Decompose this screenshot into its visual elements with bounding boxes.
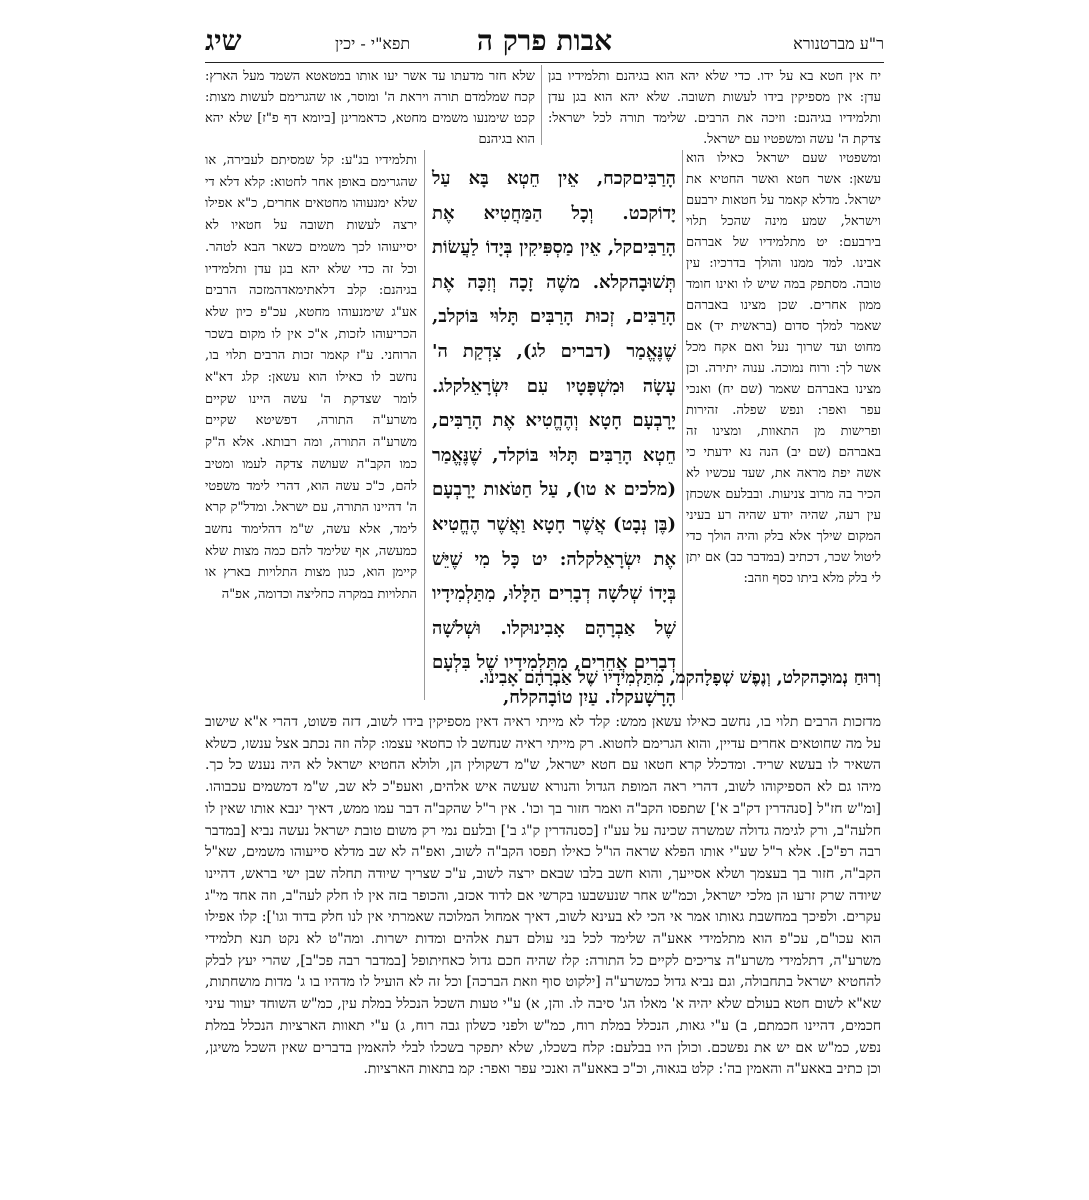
- bartenura-column-text: ומשפטיו שעם ישראל כאילו הוא עשאן: אשר חטא ואשר החטיא את ישראל. מדלא קאמר על חטאות ירבעם וישראל, שמע מינה שהכל תלוי בירבעם: יט מתלמידיו של אברהם אבינו. למד ממנו והולך בדרכיו: עין טובה. מסתפק במה שיש לו ואינו חומד ממון אחרים. שכן מצינו באברהם שאמר למלך סדום (בראשית יד) אם מחוט ועד שרוך נעל ואם אקח מכל אשר לך: ורוח נמוכה. ענוה יתירה. וכן מצינו באברהם שאמר (שם יח) ואנכי עפר ואפר: ונפש שפלה. זהירות ופרישות מן התאוות, ומצינו זה באברהם (שם יב) הנה נא ידעתי כי אשה יפת מראה את, שעד עכשיו לא הכיר בה מרוב צניעות. ובבלעם אשכחן עין רעה, שהיה יודע שהיה רע בעיני המקום שילך אלא בלק והיה הולך כדי ליטול שכר, דכתיב (במדבר כב) אם יתן לי בלק מלא ביתו כסף וזהב:: [686, 151, 881, 586]
- commentator-title: ר"ע מברטנורא: [793, 34, 884, 53]
- page-title: אבות פרק ה: [476, 24, 613, 57]
- tiferet-column-text: ותלמידיו בג"ע: קל שמסיתם לעבירה, או שהגרימם באופן אחר לחטוא: קלא דלא די שלא ימנעוהו מחטאים אחרים, כ"א אפילו ירצה לעשות תשובה על חטאיו לא יסייעוהו לכך משמים כשאר הבא לטהר. וכל זה כדי שלא יהא בגן עדן ותלמידיו בגיהנם: קלב דלאתימאדהמזכה הרבים אע"ג שימנעוהו מחטא, עכ"פ כיון שלא הכריעוהו לזכות, א"כ אין לו מקום בשכר הרוחני. ע"ז קאמר זכות הרבים תלוי בו, נחשב לו כאילו הוא עשאן: קלג דא"א לומר שצדקת ה' עשה היינו שקיים משרע"ה התורה, דפשיטא שקיים משרע"ה התורה, ומה רבותא. אלא ה"ק כמו הקב"ה שעושה צדקה לעמו ומטיב להם, כ"כ עשה הוא, דהרי לימד משפטי ה' דהיינו התורה, עם ישראל. ומדל"ק קרא לימד, אלא עשה, ש"מ דהלימוד נחשב כמעשה, אף שלימד להם כמה מצות שלא קיימן הוא, כגון מצות התלויות בארץ או התלויות במקרה כחליצה וכדומה, אפ"ה: [205, 153, 417, 603]
- bartenura-top-text: יח אין חטא בא על ידו. כדי שלא יהא הוא בגיהנם ותלמידיו בגן עדן: אין מספיקין בידו לעשות תשובה. שלא יהא הוא בגן עדן ותלמידיו בגיהנם: וזיכה את הרבים. שלימד תורה לכל ישראל: צדקת ה' עשה ומשפטיו עם ישראל.: [548, 69, 881, 147]
- page-header: [205, 24, 884, 58]
- bartenura-column: [686, 148, 881, 589]
- page-number: שיג: [205, 24, 242, 57]
- commentary-bottom: [205, 712, 881, 1081]
- column-divider-left: [424, 150, 425, 700]
- mishnah-last-line: וְרוּחַ נְמוּכָהקלט, וְנֶפֶשׁ שְׁפָלָהקמ, מִתַּלְמִידָיו שֶׁל אַבְרָהָם אָבִינוּ.: [478, 668, 881, 688]
- column-divider-right: [682, 150, 683, 700]
- column-divider-top: [541, 65, 542, 145]
- folio-label: תפא"י - יכין: [335, 34, 411, 53]
- header-rule: [205, 62, 884, 63]
- commentary-bottom-text: מדזכות הרבים תלוי בו, נחשב כאילו עשאן ממש: קלד לא מייתי ראיה דאין מספיקין בידו לשוב, דזה פשוט, דהרי א"א שישוב על מה שחוטאים אחרים עדיין, והוא הגרימם לחטוא. רק מייתי ראיה שנחשב לו כחטאי עצמו: קלה וזה נכתב אצל ענשו, כשלא השאיר לו בעשא שריד. ומדכלל קרא חטאו עם חטא ישראל, ש"מ דשקולין הן, ולולא החטיא ישראל לא היה נענש כל כך. מיהו גם לא הספיקוהו לשוב, דהרי ראה המופת הגדול והנורא שעשה איש אלהים, ואעפ"כ לא שב, ש"מ דמשמים עכבוהו. [ומ"ש חז"ל [סנהדרין דק"ב א'] שתפסו הקב"ה ואמר חזור בך וכו'. אין ר"ל שהקב"ה דבר עמו ממש, דאיך ינבא אותו שאין לו חלעה"ב, ורק לגימה גדולה שמשרה שכינה על עע"ז [כסנהדרין ק"ג ב'] ובלעם נמי רק משום טובת ישראל נעשה נביא [במדבר רבה רפ"כ]. אלא ר"ל שע"י אותו הפלא שראה הו"ל כאילו תפסו הקב"ה לשוב, ואפ"ה לא שב מדלא סייעוהו משמים, שא"ל הקב"ה, חזור בך בעצמך ושלא אסייעך, והוא חשב בלבו שבאם ירצה לשוב, ע"כ שצריך שיודה תחלה שבן ישי בראש, דהיינו שיודה שרק זרעו הן מלכי ישראל, וכמ"ש אחר שנעשבעו בקרשי אם לדוד אכזב, והכופר בזה אין לו חלק לעה"ב, וזה אחד מי"ג עקרים. ולפיכך במחשבת גאותו אמר אי הכי לא בעינא לשוב, דאיך אמחול המלוכה שאמרתי אין לנו חלק בדוד וגו']: קלו אפילו הוא עכו"ם, עכ"פ הוא מתלמידי אאע"ה שלימד לכל בני עולם דעת אלהים ומדות ישרות. ומה"ט לא נקט תנא תלמידי משרע"ה, דתלמידי משרע"ה צריכים לקיים כל התורה: קלז שהיה חכם גדול כאחיתופל [במדבר רבה פכ"ב], שהרי יעץ לבלק להחטיא ישראל בתחבולה, וגם נביא גדול כמשרע"ה [ילקוט סוף וזאת הברכה] וכל זה לא הועיל לו מדהיו בו ג' מדות מושחתות, שא"א לשום חטא בעולם שלא יהיה א' מאלו הג' סיבה לו. והן, א) ע"י טעות השכל הנכלל במלת עין, כמ"ש השוחד יעוור עיני חכמים, דהיינו חכמתם, ב) ע"י גאות, הנכלל במלת רוח, כמ"ש ולפני כשלון גבה רוח, ג) ע"י תאוות הארציות הנכלל במלת נפש, כמ"ש אם יש את נפשכם. וכולן היו בבלעם: קלח בשכלו, שלא יתפקר בשכלו לבלי להאמין בדברים שאין השכל משיגן, וכן כתיב באאע"ה והאמין בה': קלט בגאוה, וכ"כ באאע"ה ואנכי עפר ואפר: קמ בתאות הארציות.: [205, 714, 881, 1078]
- mishnah-column: [432, 162, 676, 716]
- tiferet-column: [205, 150, 417, 606]
- mishnah-text: הָרַבִּיםקכח, אֵין חֵטְא בָּא עַל יָדוֹקכט. וְכָל הַמַּחֲטִיא אֶת הָרַבִּיםקל, אֵין מַסְפִּיקִין בְּיָדוֹ לַעֲשׂוֹת תְּשׁוּבָהקלא. משֶׁה זָכָה וְזִכָּה אֶת הָרַבִּים, זְכוּת הָרַבִּים תָּלוּי בּוֹקלב, שֶׁנֶּאֱמַר (דברים לג), צִדְקַת ה' עָשָׂה וּמִשְׁפָּטָיו עִם יִשְׂרָאֵלקלג. יָרָבְעָם חָטָא וְהֶחֱטִיא אֶת הָרַבִּים, חֵטְא הָרַבִּים תָּלוּי בּוֹקלד, שֶׁנֶּאֱמַר (מלכים א טו), עַל חַטֹּאות יָרָבְעָם (בֶּן נְבָט) אֲשֶׁר חָטָא וַאֲשֶׁר הֶחֱטִיא אֶת יִשְׂרָאֵלקלה: יט כָּל מִי שֶׁיֵּשׁ בְּיָדוֹ שְׁלשָׁה דְבָרִים הַלָּלוּ, מִתַּלְמִידָיו שֶׁל אַבְרָהָם אָבִינוּקלו. וּשְׁלשָׁה דְבָרִים אֲחֵרִים, מִתַּלְמִידָיו שֶׁל בִּלְעָם הָרָשָׁעקלז. עַיִן טוֹבָהקלח,: [432, 168, 676, 708]
- tiferet-top-text: שלא חזר מדעתו עד אשר יעו אותו במטאטא השמד מעל הארץ: קכח שמלמדם תורה ויראת ה' ומוסר, או שהגרימם לעשות מצות: קכט שימנעו משמים מחטא, כדאמרינן [ביומא דף פ"ז] שלא יהא הוא בגיהנם: [205, 69, 535, 147]
